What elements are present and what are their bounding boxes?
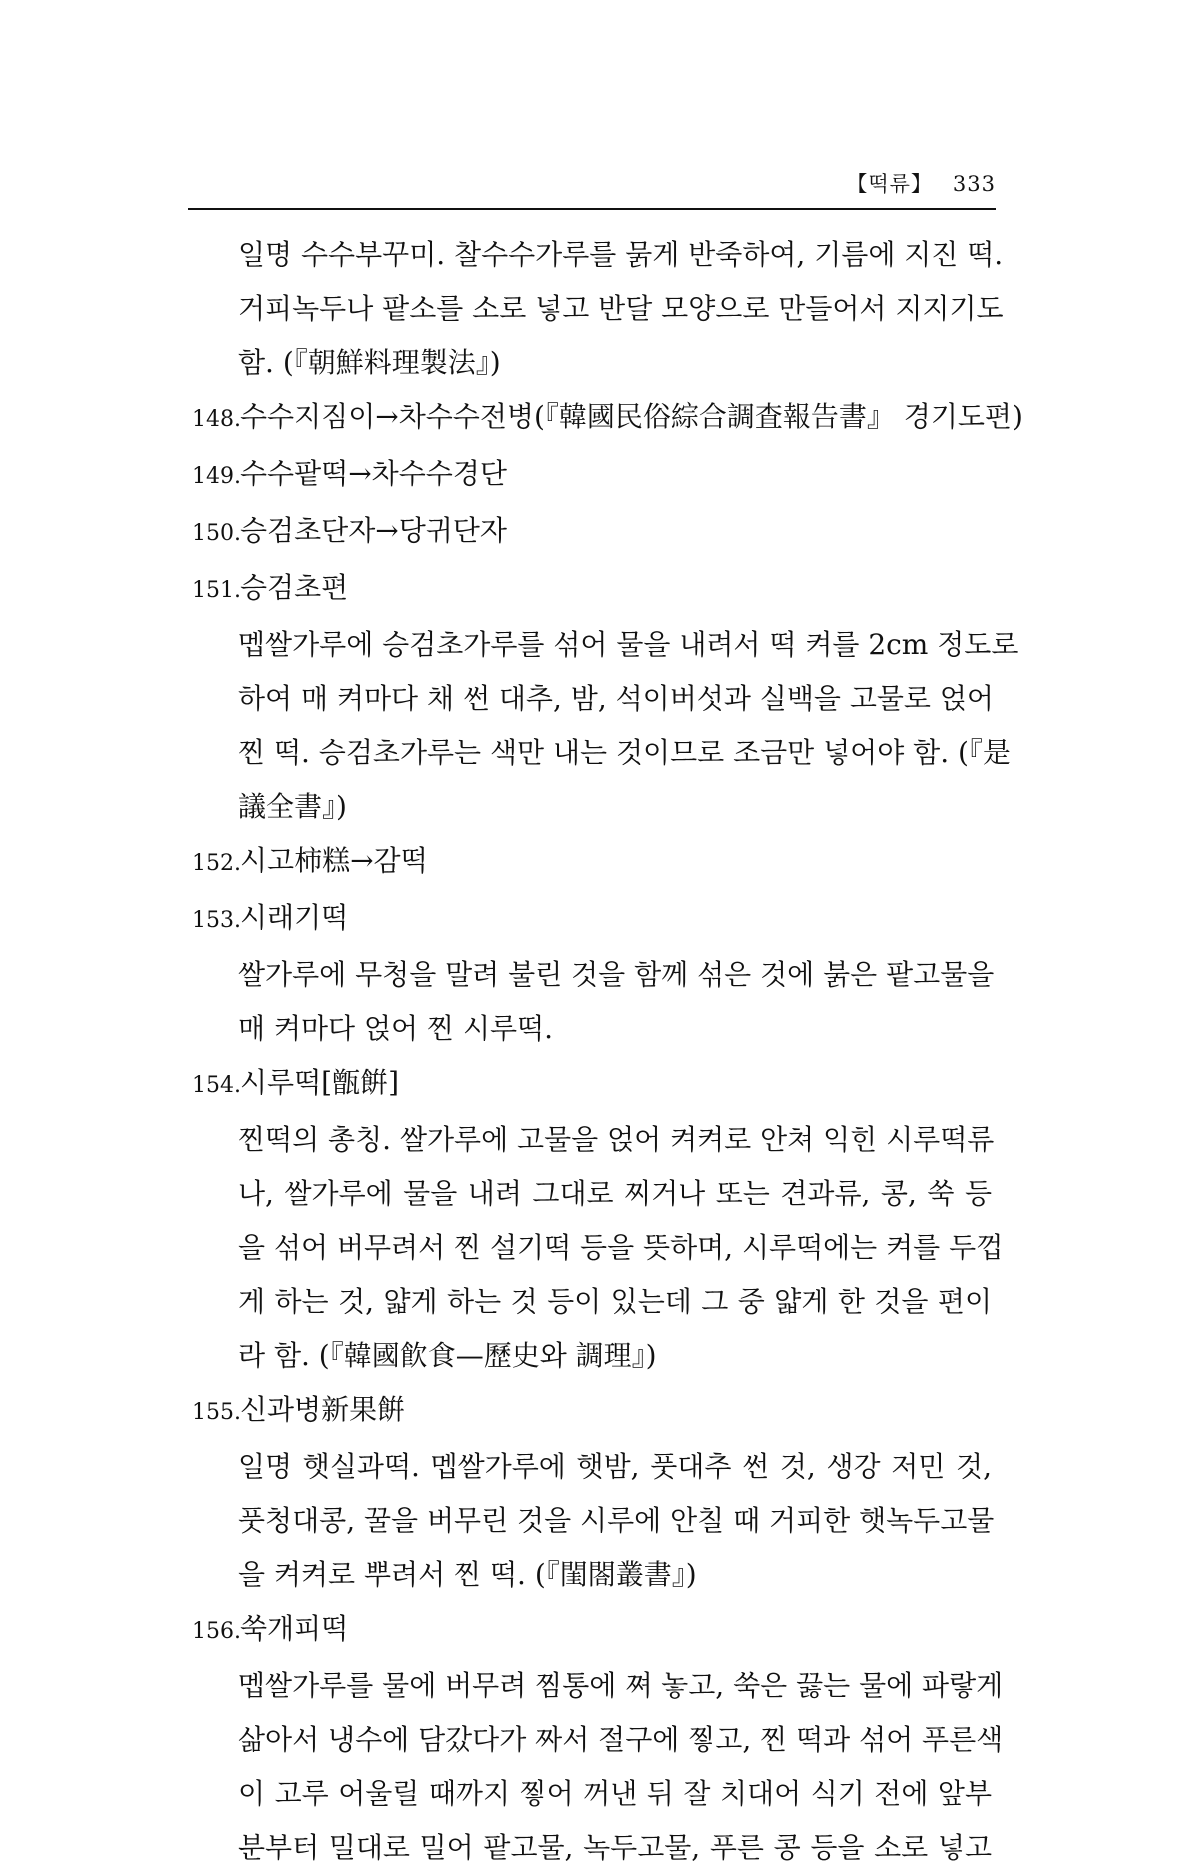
entry-title: 시고柿糕→감떡 <box>240 844 428 877</box>
entry-number: 153. <box>192 908 241 933</box>
body-line: 분부터 밀대로 밀어 팥고물, 녹두고물, 푸른 콩 등을 소로 넣고 <box>238 1831 992 1864</box>
entry-number: 148. <box>192 407 241 432</box>
body-line: 삶아서 냉수에 담갔다가 짜서 절구에 찧고, 찐 떡과 섞어 푸른색 <box>238 1723 1004 1756</box>
entry-number: 154. <box>192 1073 241 1098</box>
entry-number: 151. <box>192 578 241 603</box>
body-line: 이 고루 어울릴 때까지 찧어 꺼낸 뒤 잘 치대어 식기 전에 앞부 <box>238 1777 992 1810</box>
entry-heading <box>192 891 992 948</box>
entry-heading <box>192 1602 992 1659</box>
body-line: 함. (『朝鮮料理製法』) <box>238 346 501 379</box>
entry-number: 150. <box>192 521 241 546</box>
entry-number: 152. <box>192 851 241 876</box>
body-line: 라 함. (『韓國飮食—歷史와 調理』) <box>238 1339 657 1372</box>
body-line: 쌀가루에 무청을 말려 불린 것을 함께 섞은 것에 붉은 팥고물을 <box>238 958 995 991</box>
body-line: 매 켜마다 얹어 찐 시루떡. <box>238 1012 553 1045</box>
entry-number: 149. <box>192 464 241 489</box>
entry-heading <box>192 1383 992 1440</box>
entry-title: 수수팥떡→차수수경단 <box>240 457 507 490</box>
body-line: 게 하는 것, 얇게 하는 것 등이 있는데 그 중 얇게 한 것을 편이 <box>238 1285 992 1318</box>
body-line: 을 섞어 버무려서 찐 설기떡 등을 뜻하며, 시루떡에는 켜를 두껍 <box>238 1231 1004 1264</box>
body-line: 나, 쌀가루에 물을 내려 그대로 찌거나 또는 견과류, 콩, 쑥 등 <box>238 1177 992 1210</box>
header-rule <box>188 208 996 210</box>
entry-number: 156. <box>192 1619 241 1644</box>
body-line: 멥쌀가루를 물에 버무려 찜통에 쪄 놓고, 쑥은 끓는 물에 파랗게 <box>238 1669 1004 1702</box>
section-title: 【떡류】 <box>846 172 933 196</box>
entry-title: 수수지짐이→차수수전병(『韓國民俗綜合調査報告書』 경기도편) <box>240 400 1023 433</box>
page-number: 333 <box>952 172 996 196</box>
body-line: 찐 떡. 승검초가루는 색만 내는 것이므로 조금만 넣어야 함. (『是 <box>238 736 1011 769</box>
entry-heading <box>192 390 1023 447</box>
entry-title: 시래기떡 <box>240 901 349 934</box>
body-line: 찐떡의 총칭. 쌀가루에 고물을 얹어 켜켜로 안쳐 익힌 시루떡류 <box>238 1123 995 1156</box>
entry-heading <box>192 447 992 504</box>
body-line: 멥쌀가루에 승검초가루를 섞어 물을 내려서 떡 켜를 2cm 정도로 <box>238 628 1019 661</box>
page-body <box>192 228 1023 1875</box>
body-line: 일명 수수부꾸미. 찰수수가루를 묽게 반죽하여, 기름에 지진 떡. <box>238 238 1004 271</box>
body-line: 議全書』) <box>238 790 347 823</box>
running-header <box>188 168 996 198</box>
body-line: 을 켜켜로 뿌려서 찐 떡. (『閨閤叢書』) <box>238 1558 697 1591</box>
entry-heading <box>192 504 992 561</box>
entry-heading <box>192 834 992 891</box>
entry-title: 쑥개피떡 <box>240 1612 349 1645</box>
entry-number: 155. <box>192 1400 241 1425</box>
body-line: 풋청대콩, 꿀을 버무린 것을 시루에 안칠 때 거피한 햇녹두고물 <box>238 1504 995 1537</box>
body-line: 거피녹두나 팥소를 소로 넣고 반달 모양으로 만들어서 지지기도 <box>238 292 1004 325</box>
body-line: 하여 매 켜마다 채 썬 대추, 밤, 석이버섯과 실백을 고물로 얹어 <box>238 682 994 715</box>
entry-heading <box>192 1056 992 1113</box>
entry-title: 시루떡[甑餠] <box>240 1066 399 1099</box>
entry-title: 승검초편 <box>240 571 349 604</box>
entry-heading <box>192 561 992 618</box>
body-line: 일명 햇실과떡. 멥쌀가루에 햇밤, 풋대추 썬 것, 생강 저민 것, <box>238 1450 992 1483</box>
entry-title: 신과병新果餠 <box>240 1393 406 1426</box>
entry-title: 승검초단자→당귀단자 <box>240 514 507 547</box>
